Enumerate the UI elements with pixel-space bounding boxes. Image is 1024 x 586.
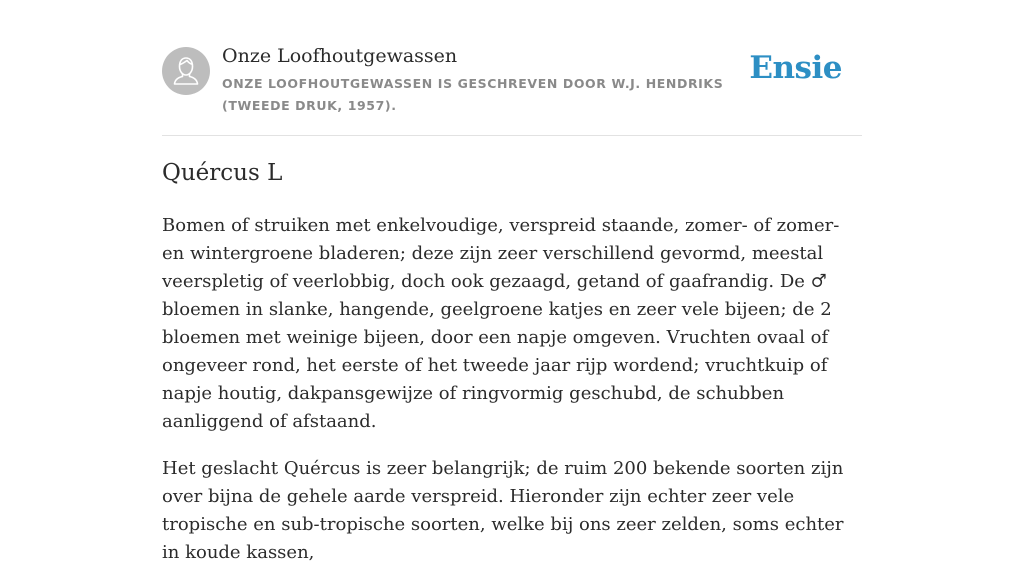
- source-title[interactable]: Onze Loofhoutgewassen: [222, 45, 458, 67]
- avatar[interactable]: [162, 47, 210, 95]
- article-paragraph-1: Bomen of struiken met enkelvoudige, verspreid staande, zomer- of zomer- en wintergroene bladeren; deze zijn zeer verschillend gevormd, meestal veerspletig of veerlobbig, doch ook gezaagd, getand of gaafrandig. De ♂ bloemen in slanke, hangende, geelgroene katjes en zeer vele bijeen; de 2 bloemen met weinige bijeen, door een napje omgeven. Vruchten ovaal of ongeveer rond, het eerste of het tweede jaar rijp wordend; vruchtkuip of napje houtig, dakpansgewijze of ringvormig geschubd, de schubben aanliggend of afstaand.: [162, 215, 840, 432]
- source-description: ONZE LOOFHOUTGEWASSEN IS GESCHREVEN DOOR W.J. HENDRIKS (TWEEDE DRUK, 1957).: [222, 76, 724, 113]
- content-container: [162, 0, 862, 563]
- source-header: [162, 0, 862, 136]
- article-title: Quércus L: [162, 160, 283, 186]
- article-paragraph-2: Het geslacht Quércus is zeer belangrijk; de ruim 200 bekende soorten zijn over bijna de gehele aarde verspreid. Hieronder zijn echter zeer vele tropische en sub-tropische soorten, welke bij ons zeer zelden, soms echter in koude kassen,: [162, 458, 844, 563]
- user-icon: [162, 47, 210, 95]
- brand-logo[interactable]: Ensie: [749, 50, 842, 86]
- article-body: [162, 212, 862, 586]
